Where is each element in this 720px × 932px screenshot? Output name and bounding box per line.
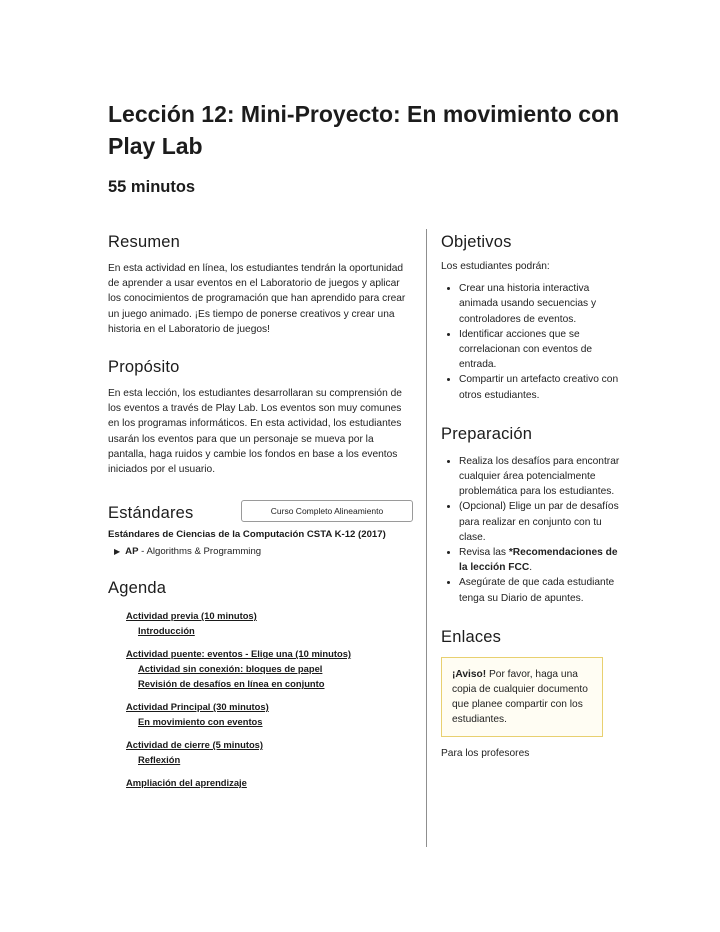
preparation-section — [441, 423, 621, 606]
objectives-heading: Objetivos — [441, 233, 512, 251]
objectives-intro: Los estudiantes podrán: — [441, 261, 550, 272]
purpose-text: En esta lección, los estudiantes desarrollaran su comprensión de los eventos a través de Play Lab. Los eventos son muy comunes en los programas informáticos. En esta actividad, los estudiantes usarán los eventos para que un personaje se mueva por la pantalla, haga ruidos y cambie los fondos en base a los eventos iniciados por el usuario. — [108, 388, 402, 476]
full-course-alignment-button[interactable]: Curso Completo Alineamiento — [241, 500, 413, 522]
standards-item-label: - Algorithms & Programming — [138, 546, 262, 558]
objectives-list — [441, 281, 621, 403]
agenda-section — [108, 577, 413, 790]
agenda-group — [126, 646, 413, 691]
objectives-section — [441, 231, 621, 403]
agenda-link[interactable]: Actividad puente: eventos - Elige una (10 minutos) — [126, 648, 352, 660]
notice-box — [441, 657, 603, 737]
standards-group-title: Estándares de Ciencias de la Computación CSTA K-12 (2017) — [108, 529, 386, 541]
standards-section — [108, 497, 413, 557]
standards-heading: Estándares — [108, 504, 194, 523]
agenda-sublink[interactable]: Reflexión — [138, 754, 181, 766]
standards-header — [108, 497, 413, 525]
agenda-sublink[interactable]: En movimiento con eventos — [138, 716, 263, 728]
for-teachers-label: Para los profesores — [441, 747, 530, 759]
agenda-heading: Agenda — [108, 579, 167, 598]
agenda-group — [126, 737, 413, 767]
list-item: • Realiza los desafíos para encontrar cualquier área potencialmente problemática para los estudiantes. — [459, 454, 621, 500]
list-item: • (Opcional) Elige un par de desafíos para realizar en conjunto con tu clase. — [459, 499, 621, 545]
list-item — [459, 545, 621, 575]
agenda-list — [126, 608, 413, 790]
preparation-list — [441, 454, 621, 606]
summary-text: En esta actividad en línea, los estudiantes tendrán la oportunidad de aprender a usar eventos en el Laboratorio de juegos y aplicar los conocimientos de programación que han aprendido para crear un juego animado. ¡Es tiempo de ponerse creativos y crear una historia en el Laboratorio de juegos! — [108, 263, 406, 335]
list-item: • Compartir un artefacto creativo con otros estudiantes. — [459, 372, 621, 402]
agenda-sublink[interactable]: Actividad sin conexión: bloques de papel — [138, 663, 323, 675]
agenda-link[interactable]: Actividad previa (10 minutos) — [126, 610, 257, 622]
agenda-link[interactable]: Ampliación del aprendizaje — [126, 777, 247, 789]
agenda-group — [126, 608, 413, 638]
agenda-sublink[interactable]: Revisión de desafíos en línea en conjunto — [138, 678, 325, 690]
fcc-recommendations-link[interactable]: *Recomendaciones de la lección FCC — [459, 547, 618, 574]
standards-item-code: AP — [125, 546, 139, 558]
purpose-heading: Propósito — [108, 358, 180, 377]
agenda-sublink[interactable]: Introducción — [138, 625, 195, 637]
agenda-link[interactable]: Actividad de cierre (5 minutos) — [126, 739, 264, 751]
list-item: • Asegúrate de que cada estudiante tenga su Diario de apuntes. — [459, 575, 621, 605]
column-divider — [426, 229, 427, 847]
summary-heading: Resumen — [108, 233, 181, 251]
standards-item-ap[interactable] — [114, 546, 413, 557]
preparation-heading: Preparación — [441, 424, 533, 443]
expand-triangle-icon[interactable]: ▶ — [114, 547, 121, 557]
page-title: Lección 12: Mini-Proyecto: En movimiento con Play Lab — [108, 101, 620, 159]
links-heading: Enlaces — [441, 627, 502, 646]
notice-title: ¡Aviso! — [452, 668, 487, 680]
prep-text-end: . — [529, 562, 533, 574]
notice-text: Por favor, haga una copia de cualquier documento que planee compartir con los estudiantes. — [452, 668, 588, 725]
links-section — [441, 626, 621, 761]
list-item: • Identificar acciones que se correlacionan con eventos de entrada. — [459, 327, 621, 373]
agenda-group — [126, 775, 413, 790]
list-item: • Crear una historia interactiva animada usando secuencias y controladores de eventos. — [459, 281, 621, 327]
summary-section — [108, 231, 413, 337]
prep-text: Revisa las — [459, 547, 509, 559]
right-column — [441, 231, 621, 761]
purpose-section — [108, 356, 413, 477]
agenda-group — [126, 699, 413, 729]
lesson-duration: 55 minutos — [108, 178, 196, 196]
left-column — [108, 231, 413, 798]
agenda-link[interactable]: Actividad Principal (30 minutos) — [126, 701, 269, 713]
